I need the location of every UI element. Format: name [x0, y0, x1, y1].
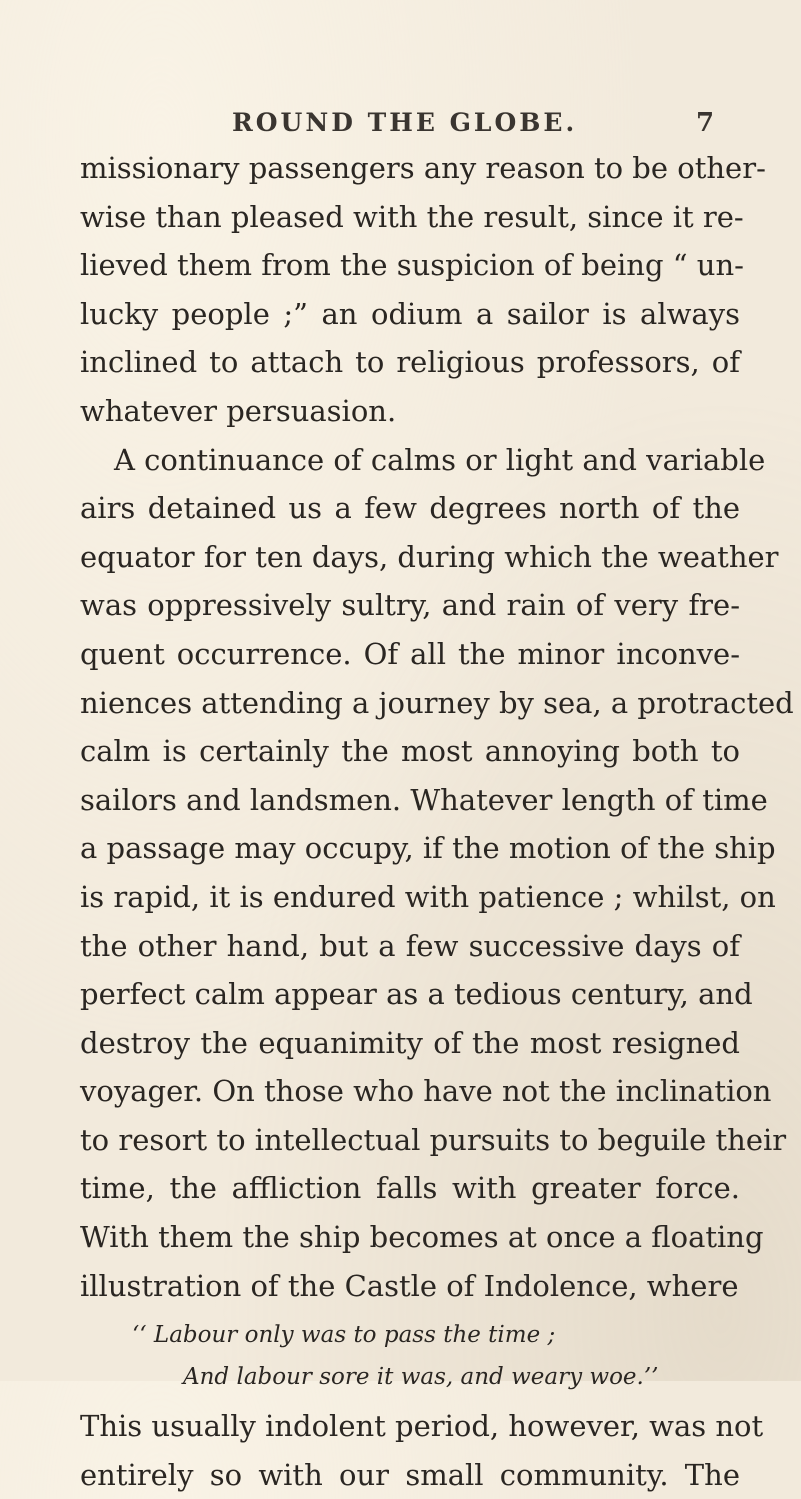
paragraph-1 — [80, 144, 766, 436]
paragraph-3 — [80, 1402, 764, 1499]
text-line: equator for ten days, during which the weather — [80, 539, 779, 574]
text-line: the other hand, but a few successive days of — [80, 928, 740, 963]
text-line: lieved them from the suspicion of being “ un- — [80, 248, 744, 283]
running-head — [0, 108, 801, 148]
paragraph-2 — [80, 436, 794, 1311]
text-line: calm is certainly the most annoying both to — [80, 734, 740, 769]
verse-line: And labour sore it was, and weary woe.’’ — [183, 1364, 659, 1391]
text-line: wise than pleased with the result, since it re- — [80, 199, 744, 234]
verse-quotation — [80, 1314, 740, 1398]
text-line: destroy the equanimity of the most resigned — [80, 1025, 740, 1060]
text-line: is rapid, it is endured with patience ; whilst, on — [80, 879, 776, 914]
text-line: was oppressively sultry, and rain of very fre- — [80, 588, 740, 623]
text-line: time, the affliction falls with greater force. — [80, 1171, 740, 1206]
text-line: This usually indolent period, however, was not — [80, 1409, 764, 1444]
text-line: whatever persuasion. — [80, 393, 397, 428]
text-line: With them the ship becomes at once a floating — [80, 1220, 764, 1255]
text-line: sailors and landsmen. Whatever length of time — [80, 782, 768, 817]
text-line: voyager. On those who have not the inclination — [80, 1074, 772, 1109]
text-line: inclined to attach to religious professors, of — [80, 345, 740, 380]
text-line: perfect calm appear as a tedious century, and — [80, 977, 753, 1012]
body-text — [80, 144, 794, 1499]
running-title: ROUND THE GLOBE. — [232, 108, 578, 137]
text-line: a passage may occupy, if the motion of the ship — [80, 831, 776, 866]
text-line: niences attending a journey by sea, a protracted — [80, 685, 794, 720]
text-line: entirely so with our small community. The — [80, 1457, 740, 1492]
verse-line: ‘‘ Labour only was to pass the time ; — [132, 1322, 556, 1349]
text-line: quent occurrence. Of all the minor inconve- — [80, 636, 740, 671]
page-number: 7 — [696, 108, 715, 138]
text-line: illustration of the Castle of Indolence, where — [80, 1268, 739, 1303]
text-line: airs detained us a few degrees north of the — [80, 491, 740, 526]
text-line: missionary passengers any reason to be other- — [80, 151, 766, 185]
text-line: to resort to intellectual pursuits to beguile their — [80, 1122, 787, 1157]
text-line: A continuance of calms or light and variable — [114, 442, 766, 477]
text-line: lucky people ;” an odium a sailor is always — [80, 296, 740, 331]
